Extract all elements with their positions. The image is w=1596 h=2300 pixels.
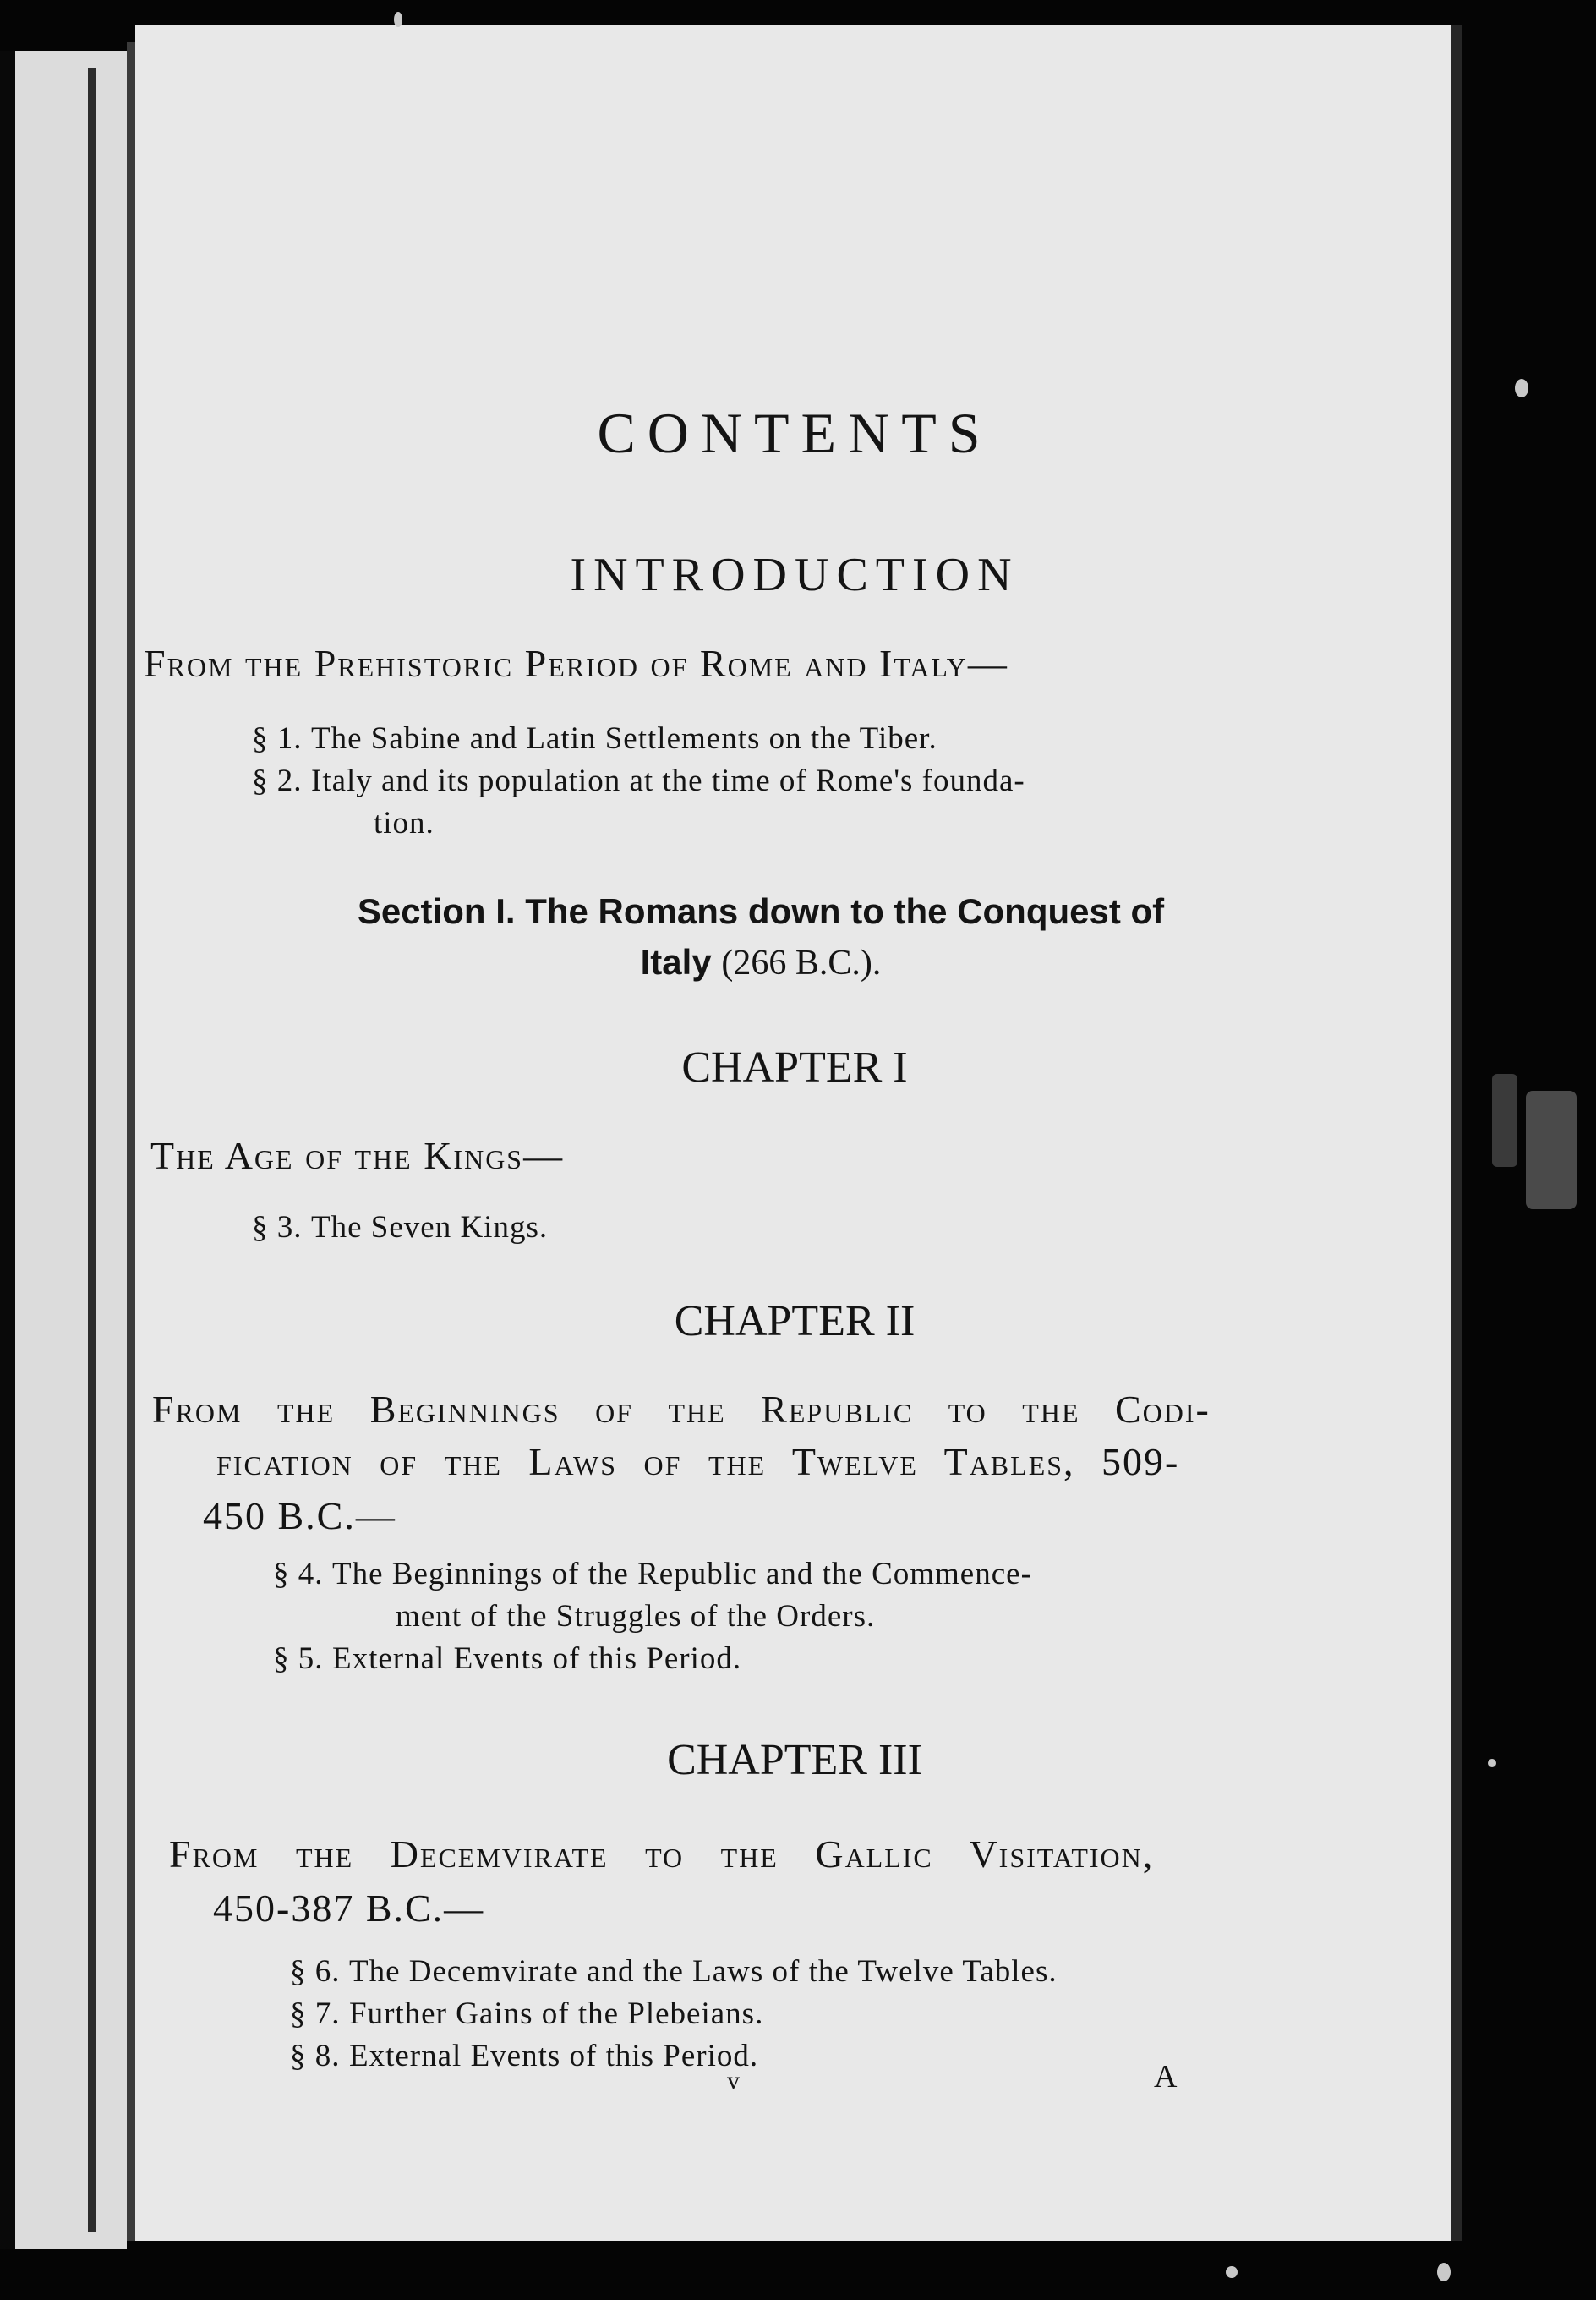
toc-item-1	[252, 720, 937, 757]
scan-speck	[1488, 1759, 1496, 1767]
toc-item-text: The Sabine and Latin Settlements on the Tiber.	[311, 721, 937, 756]
chapter-1-heading: The Age of the Kings—	[150, 1134, 565, 1177]
toc-item-4	[273, 1556, 1032, 1592]
section-heading-line2	[228, 937, 1293, 988]
toc-item-6	[290, 1953, 1058, 1990]
page-title: CONTENTS	[597, 401, 992, 465]
scan-smudge	[1492, 1074, 1517, 1167]
toc-item-text: The Seven Kings.	[311, 1210, 549, 1245]
chapter-2-heading-line3: 450 B.C.—	[203, 1494, 396, 1537]
section-mark: § 2.	[252, 764, 303, 798]
page-edge-shadow	[1451, 25, 1462, 2241]
toc-item-text: Further Gains of the Plebeians.	[349, 1996, 764, 2031]
introduction-heading: From the Prehistoric Period of Rome and Italy—	[144, 642, 1008, 685]
toc-item-2	[252, 763, 1025, 799]
section-heading-italy: Italy	[640, 942, 712, 982]
section-heading-line1: Section I. The Romans down to the Conquest of	[357, 891, 1165, 931]
introduction-title: INTRODUCTION	[570, 549, 1019, 601]
section-mark: § 1.	[252, 721, 303, 756]
facing-page-edge	[0, 51, 127, 2249]
book-page	[135, 25, 1454, 2241]
toc-item-text: The Beginnings of the Republic and the Commence-	[332, 1557, 1032, 1591]
chapter-3-heading-line2: 450-387 B.C.—	[213, 1887, 485, 1930]
toc-item-4-continuation: ment of the Struggles of the Orders.	[396, 1599, 876, 1634]
toc-item-8	[290, 2038, 758, 2074]
toc-item-2-continuation: tion.	[374, 806, 435, 841]
scan-speck	[1515, 379, 1528, 397]
page-number: v	[727, 2067, 740, 2095]
scan-speck	[1437, 2263, 1451, 2281]
toc-item-text: External Events of this Period.	[349, 2039, 759, 2073]
toc-item-3	[252, 1209, 548, 1246]
scan-speck	[1226, 2266, 1238, 2278]
section-heading	[228, 886, 1293, 988]
section-heading-date: (266 B.C.).	[721, 944, 882, 983]
toc-item-text: The Decemvirate and the Laws of the Twelve Tables.	[349, 1954, 1058, 1989]
scan-speck	[394, 12, 402, 27]
section-mark: § 5.	[273, 1641, 324, 1676]
section-mark: § 8.	[290, 2039, 341, 2073]
signature-mark: A	[1154, 2059, 1178, 2095]
section-mark: § 7.	[290, 1996, 341, 2031]
toc-item-7	[290, 1996, 763, 2032]
scan-smudge	[1526, 1091, 1577, 1209]
toc-item-text: Italy and its population at the time of Rome's founda-	[311, 764, 1025, 798]
section-mark: § 3.	[252, 1210, 303, 1245]
section-mark: § 6.	[290, 1954, 341, 1989]
scan-border-left	[0, 51, 15, 2249]
chapter-3-title: CHAPTER III	[667, 1736, 922, 1784]
section-mark: § 4.	[273, 1557, 324, 1591]
chapter-1-title: CHAPTER I	[681, 1043, 908, 1092]
gutter-shadow	[88, 68, 96, 2232]
chapter-2-heading-line2: fication of the Laws of the Twelve Tables, 509-	[216, 1440, 1180, 1483]
chapter-2-heading-line1: From the Beginnings of the Republic to the Codi-	[152, 1388, 1211, 1431]
chapter-3-heading-line1: From the Decemvirate to the Gallic Visitation,	[169, 1832, 1155, 1876]
chapter-2-title: CHAPTER II	[674, 1297, 916, 1345]
toc-item-5	[273, 1640, 741, 1677]
toc-item-text: External Events of this Period.	[332, 1641, 742, 1676]
